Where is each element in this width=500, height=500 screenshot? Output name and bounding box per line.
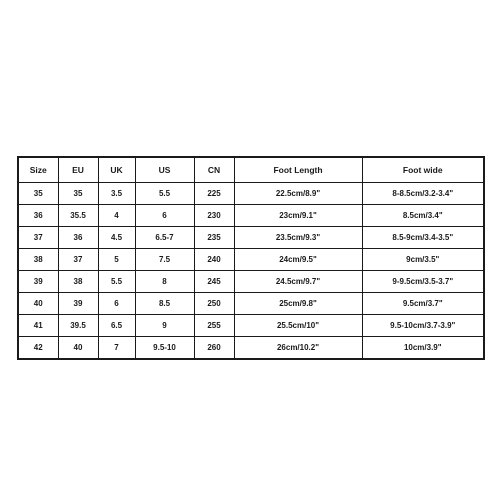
cell-foot-wide: 8-8.5cm/3.2-3.4" (362, 183, 484, 205)
cell-cn: 255 (194, 315, 234, 337)
cell-foot-wide: 9cm/3.5" (362, 249, 484, 271)
cell-eu: 38 (58, 271, 98, 293)
cell-size: 42 (18, 337, 58, 360)
cell-size: 36 (18, 205, 58, 227)
cell-eu: 40 (58, 337, 98, 360)
cell-foot-length: 23.5cm/9.3" (234, 227, 362, 249)
cell-foot-length: 22.5cm/8.9" (234, 183, 362, 205)
cell-eu: 39 (58, 293, 98, 315)
cell-size: 40 (18, 293, 58, 315)
header-row (18, 157, 484, 183)
cell-size: 39 (18, 271, 58, 293)
cell-uk: 6.5 (98, 315, 135, 337)
cell-cn: 250 (194, 293, 234, 315)
table-row (18, 227, 484, 249)
cell-uk: 6 (98, 293, 135, 315)
cell-cn: 260 (194, 337, 234, 360)
cell-foot-wide: 9-9.5cm/3.5-3.7" (362, 271, 484, 293)
cell-size: 38 (18, 249, 58, 271)
cell-cn: 225 (194, 183, 234, 205)
cell-us: 7.5 (135, 249, 194, 271)
cell-foot-wide: 9.5cm/3.7" (362, 293, 484, 315)
table-row (18, 205, 484, 227)
cell-eu: 39.5 (58, 315, 98, 337)
cell-us: 6.5-7 (135, 227, 194, 249)
cell-eu: 37 (58, 249, 98, 271)
cell-us: 8 (135, 271, 194, 293)
cell-foot-wide: 10cm/3.9" (362, 337, 484, 360)
cell-us: 9.5-10 (135, 337, 194, 360)
header-foot-length: Foot Length (234, 157, 362, 183)
cell-eu: 36 (58, 227, 98, 249)
header-size: Size (18, 157, 58, 183)
cell-cn: 245 (194, 271, 234, 293)
header-foot-wide: Foot wide (362, 157, 484, 183)
cell-size: 37 (18, 227, 58, 249)
cell-foot-length: 24.5cm/9.7" (234, 271, 362, 293)
header-eu: EU (58, 157, 98, 183)
table-row (18, 315, 484, 337)
cell-foot-wide: 9.5-10cm/3.7-3.9" (362, 315, 484, 337)
cell-foot-length: 26cm/10.2" (234, 337, 362, 360)
cell-foot-wide: 8.5cm/3.4" (362, 205, 484, 227)
cell-uk: 4 (98, 205, 135, 227)
size-chart-container (17, 156, 483, 360)
cell-foot-length: 25.5cm/10" (234, 315, 362, 337)
cell-foot-length: 25cm/9.8" (234, 293, 362, 315)
table-row (18, 183, 484, 205)
cell-uk: 5.5 (98, 271, 135, 293)
table-row (18, 337, 484, 360)
cell-us: 5.5 (135, 183, 194, 205)
cell-size: 35 (18, 183, 58, 205)
cell-cn: 240 (194, 249, 234, 271)
header-us: US (135, 157, 194, 183)
cell-us: 9 (135, 315, 194, 337)
cell-cn: 230 (194, 205, 234, 227)
table-row (18, 293, 484, 315)
cell-foot-length: 23cm/9.1" (234, 205, 362, 227)
cell-uk: 3.5 (98, 183, 135, 205)
cell-foot-length: 24cm/9.5" (234, 249, 362, 271)
size-chart-table (17, 156, 485, 360)
cell-size: 41 (18, 315, 58, 337)
cell-us: 6 (135, 205, 194, 227)
cell-eu: 35.5 (58, 205, 98, 227)
table-row (18, 271, 484, 293)
cell-uk: 5 (98, 249, 135, 271)
header-cn: CN (194, 157, 234, 183)
cell-foot-wide: 8.5-9cm/3.4-3.5" (362, 227, 484, 249)
cell-uk: 4.5 (98, 227, 135, 249)
cell-uk: 7 (98, 337, 135, 360)
header-uk: UK (98, 157, 135, 183)
cell-eu: 35 (58, 183, 98, 205)
cell-cn: 235 (194, 227, 234, 249)
cell-us: 8.5 (135, 293, 194, 315)
table-row (18, 249, 484, 271)
